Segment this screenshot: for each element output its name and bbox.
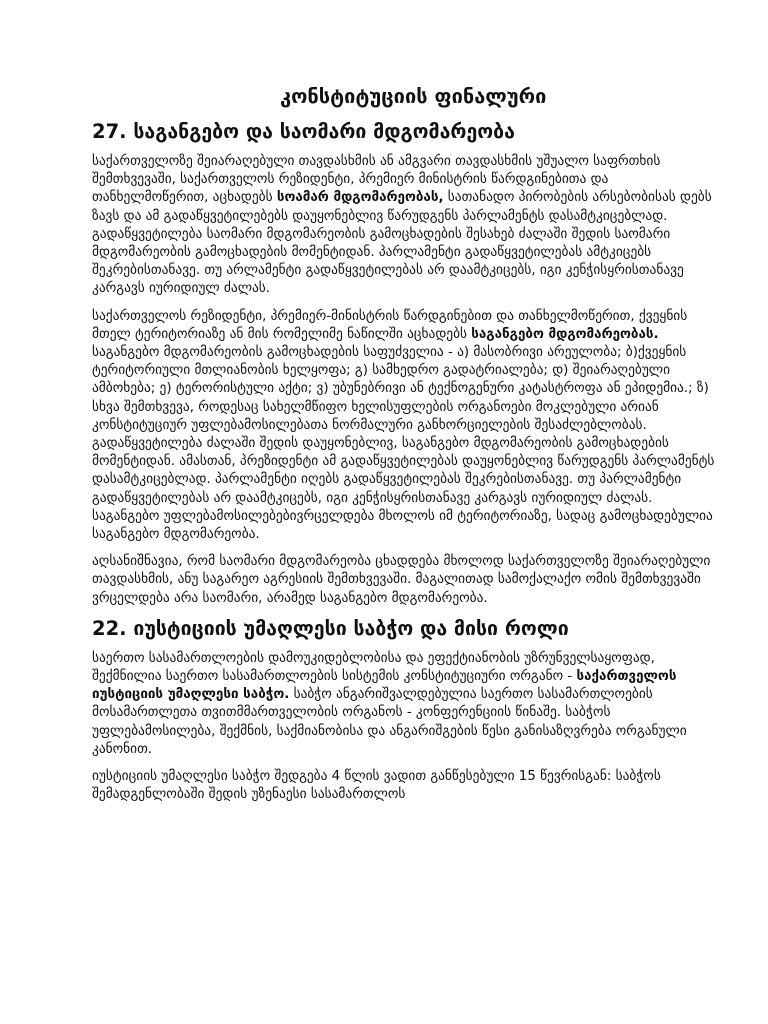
paragraph xyxy=(92,153,722,299)
section-heading: 22. იუსტიციის უმაღლესი საბჭო და მისი როლი xyxy=(92,616,569,640)
section-justice-council xyxy=(92,617,722,805)
text-run: საგანგებო მდგომარეობის გამოცხადების საფუძველია - ა) მასობრივი არეულობა; ბ)ქვეყნის ტერიტორიული მთლიანობის ხელყოფა; გ) სამხედრო გადატრიალება; დ) შეიარაღებული ამბოხება; ე) ტერორისტული აქტი; ვ) უბუნებრივი ან ტექნოგენური კატასტროფა ან ეპიდემია.; ზ) სხვა შემთხვევა, როდესაც სახელმწიფო ხელისუფლების ორგანოები მოკლებული არიან კონსტიტუციურ უფლებამოსილებათა ნორმალური განხორციელების შესაძლებლობას. გადაწყვეტილება ძალაში შედის დაუყონებლივ, საგანგებო მდგომარეობის გამოცხადების მომენტიდან. ამასთან, პრეზიდენტი ამ გადაწყვეტილებას დაუყონებლივ წარუდგენს პარლამენტს დასამტკიცებლად. პარლამენტი იღებს გადაწყვეტილებას შეკრებისთანავე. თუ პარლამენტი გადაწყვეტილებას არ დაამტკიცებს, იგი კენჭისყრისთანავე კარგავს იურიდიულ ძალას. საგანგებო უფლებამოსილებებივრცელდება მხოლოს იმ ტერიტორიაზე, სადაც გამოცხადებულია საგანგებო მდგომარეობა. xyxy=(92,345,715,543)
text-run: იუსტიციის უმაღლესი საბჭო შედგება 4 წლის ვადით განწესებული 15 წევრისგან: საბჭოს შემადგენლობაში შედის უზენაესი სასამართლოს xyxy=(92,769,661,803)
bold-term: საქართველოს იუსტიციის უმაღლესი საბჭო. xyxy=(92,669,677,703)
text-run: საერთო სასამართლოების დამოუკიდებლობისა და ეფექტიანობის უზრუნველსაყოფად, შექმნილია საერთო სასამართლოების სისტემის კონსტიტუციური ორგანო - xyxy=(92,650,655,685)
document-page xyxy=(92,84,722,814)
text-run: საქართველოზე შეიარაღებული თავდასხმის ან ამგვარი თავდასხმის უშუალო საფრთხის შემთხვევაში, საქართველოს რეზიდენტი, პრემიერ მინისტრის წარდგინებითა და თანხელმოწერით, აცხადებს xyxy=(92,154,661,206)
paragraph xyxy=(92,308,722,545)
paragraph xyxy=(92,553,722,608)
section-martial-law xyxy=(92,120,722,608)
paragraph xyxy=(92,768,722,804)
bold-term: სოამარ მდგომარეობას, xyxy=(276,190,444,206)
section-heading: 27. საგანგებო და საომარი მდგომარეობა xyxy=(92,120,515,143)
paragraph xyxy=(92,650,722,759)
text-run: საბჭო ანგარიშვალდებულია საერთო სასამართლოების მოსამართლეთა თვითმმართველობის ორგანოს - კონფერენციის წინაშე. საბჭოს უფლებამოსილება, შექმნის, საქმიანობისა და ანგარიშგების წესი განისაზღვრება ორგანული კანონით. xyxy=(92,687,687,757)
text-run: სათანადო პირობების არსებობისას დებს ზავს და ამ გადაწყვეტილებებს დაუყონებლივ წარუდგენს პარლამენტს დასამტკიცებლად. გადაწყვეტილება საომარი მდგომარეობის გამოცხადების შესახებ ძალაში შედის საომარი მდგომარეობის გამოცხადების მომენტიდან. პარლამენტი გადაწყვეტილებას ამტკიცებს შეკრებისთანავე. თუ არლამენტი გადაწყვეტილებას არ დაამტკიცებს, იგი კენჭისყრისთანავე კარგავს იურიდიულ ძალას. xyxy=(92,190,712,297)
bold-term: საგანგებო მდგომარეობას. xyxy=(471,326,659,342)
text-run: აღსანიშნავია, რომ საომარი მდგომარეობა ცხადდება მხოლოდ საქართველოზე შეიარაღებული თავდასხმის, ანუ საგარეო აგრესიის შემთხვევაში. მაგალითად სამოქალაქო ომის შემთხვევაში ვრცელდება არა საომარი, არამედ საგანგებო მდგომარეობა. xyxy=(92,554,711,606)
text-run: საქართველოს რეზიდენტი, პრემიერ-მინისტრის წარდგინებით და თანხელმოწერით, ქვეყნის მთელ ტერიტორიაზე ან მის რომელიმე ნაწილში აცხადებს xyxy=(92,308,688,342)
document-title: კონსტიტუციის ფინალური xyxy=(280,84,547,108)
